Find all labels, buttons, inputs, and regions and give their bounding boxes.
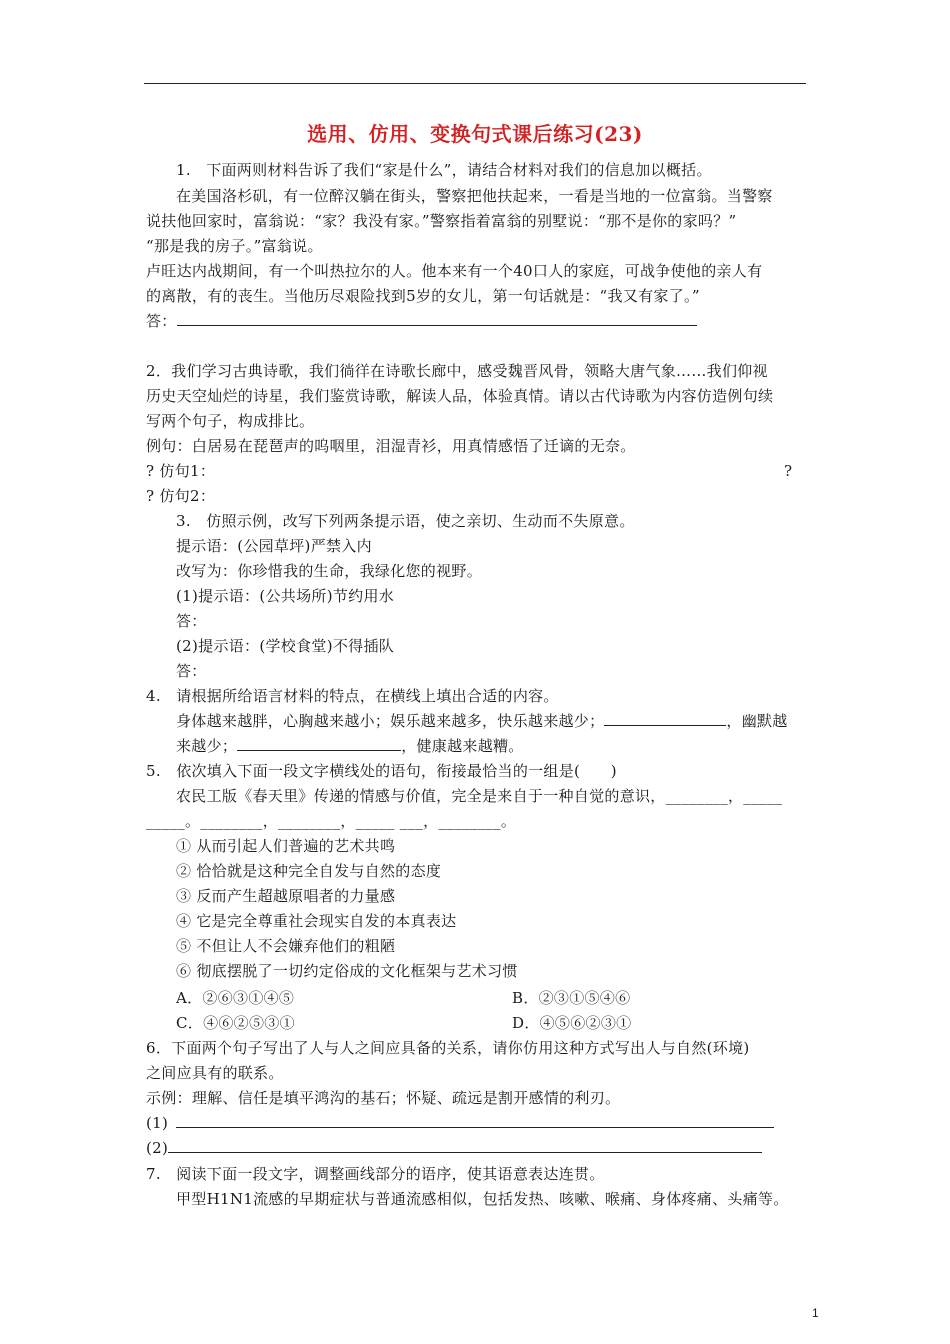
q2-example: 例句：白居易在琵琶声的呜咽里，泪湿青衫，用真情感悟了迁谪的无奈。	[146, 437, 636, 455]
q3-answer-1[interactable]: 答：	[176, 612, 207, 630]
q6-answer-label: (2)	[146, 1139, 169, 1157]
q7-stem: 7. 阅读下面一段文字，调整画线部分的语序，使其语意表达连贯。	[146, 1165, 605, 1183]
q4-text: 身体越来越胖，心胸越来越小；娱乐越来越多，快乐越来越少；	[176, 712, 605, 730]
q5-option: ⑥ 彻底摆脱了一切约定俗成的文化框架与艺术习惯	[176, 962, 518, 980]
q5-choice-b[interactable]: B．②③①⑤④⑥	[512, 989, 631, 1007]
q5-option: ③ 反而产生超越原唱者的力量感	[176, 887, 396, 905]
q2-stem-line: 写两个句子，构成排比。	[146, 412, 315, 430]
q5-stem: 5. 依次填入下面一段文字横线处的语句，衔接最恰当的一组是( )	[146, 762, 617, 780]
q4-line-1	[176, 711, 788, 731]
q4-blank-1[interactable]	[604, 711, 726, 726]
q1-material-line: 说扶他回家时，富翁说：“家？我没有家。”警察指着富翁的别墅说：“那不是你的家吗？”	[146, 212, 737, 230]
q6-stem-line: 6．下面两个句子写出了人与人之间应具备的关系，请你仿用这种方式写出人与自然(环境)	[146, 1039, 750, 1057]
q5-option: ① 从而引起人们普遍的艺术共鸣	[176, 837, 396, 855]
q1-answer-label: 答：	[146, 312, 177, 330]
page-number: 1	[812, 1306, 819, 1320]
q5-passage-line: 农民工版《春天里》传递的情感与价值，完全是来自于一种自觉的意识，________，_____	[176, 787, 783, 805]
q5-passage-line: _____。________，________，_____ ___，________。	[146, 812, 517, 830]
q6-answer-blank-1[interactable]	[176, 1113, 774, 1128]
q5-option: ② 恰恰就是这种完全自发与自然的态度	[176, 862, 442, 880]
q2-imitate-1-end: ?	[784, 462, 793, 480]
q2-imitate-2[interactable]: ? 仿句2：	[146, 487, 216, 505]
q6-example: 示例：理解、信任是填平鸿沟的基石；怀疑、疏远是割开感情的利刃。	[146, 1089, 621, 1107]
q3-item-1: (1)提示语：(公共场所)节约用水	[176, 587, 395, 605]
q3-rewrite-example: 改写为：你珍惜我的生命，我绿化您的视野。	[176, 562, 483, 580]
q1-material-line: 的离散，有的丧生。当他历尽艰险找到5岁的女儿，第一句话就是：“我又有家了。”	[146, 287, 700, 305]
q6-answer-label: (1)	[146, 1114, 169, 1132]
q1-answer-row	[146, 311, 697, 331]
q3-answer-2[interactable]: 答：	[176, 662, 207, 680]
q1-stem: 1. 下面两则材料告诉了我们“家是什么”，请结合材料对我们的信息加以概括。	[176, 161, 712, 179]
q3-hint: 提示语：(公园草坪)严禁入内	[176, 537, 372, 555]
header-rule	[144, 83, 806, 84]
q5-choice-d[interactable]: D．④⑤⑥②③①	[512, 1014, 632, 1032]
q6-answer-row-1	[146, 1113, 774, 1133]
q1-material-line: 卢旺达内战期间，有一个叫热拉尔的人。他本来有一个40口人的家庭，可战争使他的亲人有	[146, 262, 763, 280]
q6-stem-line: 之间应具有的联系。	[146, 1064, 284, 1082]
q2-stem-line: 2．我们学习古典诗歌，我们徜徉在诗歌长廊中，感受魏晋风骨，领略大唐气象……我们仰视	[146, 362, 768, 380]
q1-material-line: “那是我的房子。”富翁说。	[146, 237, 323, 255]
q5-option: ④ 它是完全尊重社会现实自发的本真表达	[176, 912, 457, 930]
q4-text: ，幽默越	[726, 712, 788, 730]
q5-choice-a[interactable]: A．②⑥③①④⑤	[176, 989, 295, 1007]
q2-stem-line: 历史天空灿烂的诗星，我们鉴赏诗歌，解读人品，体验真情。请以古代诗歌为内容仿造例句续	[146, 387, 774, 405]
q6-answer-row-2	[146, 1138, 762, 1158]
q6-answer-blank-2[interactable]	[168, 1138, 762, 1153]
q4-text: ，健康越来越糟。	[401, 737, 524, 755]
q7-passage-line: 甲型H1N1流感的早期症状与普通流感相似，包括发热、咳嗽、喉痛、身体疼痛、头痛等。	[176, 1190, 789, 1208]
q4-stem: 4. 请根据所给语言材料的特点，在横线上填出合适的内容。	[146, 687, 559, 705]
q4-line-2	[176, 736, 524, 756]
q5-choice-c[interactable]: C．④⑥②⑤③①	[176, 1014, 295, 1032]
q4-text: 来越少；	[176, 737, 238, 755]
q1-material-line: 在美国洛杉矶，有一位醉汉躺在街头，警察把他扶起来，一看是当地的一位富翁。当警察	[176, 187, 773, 205]
q4-blank-2[interactable]	[237, 736, 401, 751]
q2-imitate-1[interactable]: ? 仿句1：	[146, 462, 216, 480]
q3-item-2: (2)提示语：(学校食堂)不得插队	[176, 637, 395, 655]
q3-stem: 3. 仿照示例，改写下列两条提示语，使之亲切、生动而不失原意。	[176, 512, 635, 530]
page-title: 选用、仿用、变换句式课后练习(23)	[307, 122, 643, 146]
q1-answer-blank[interactable]	[177, 311, 697, 326]
q5-option: ⑤ 不但让人不会嫌弃他们的粗陋	[176, 937, 396, 955]
